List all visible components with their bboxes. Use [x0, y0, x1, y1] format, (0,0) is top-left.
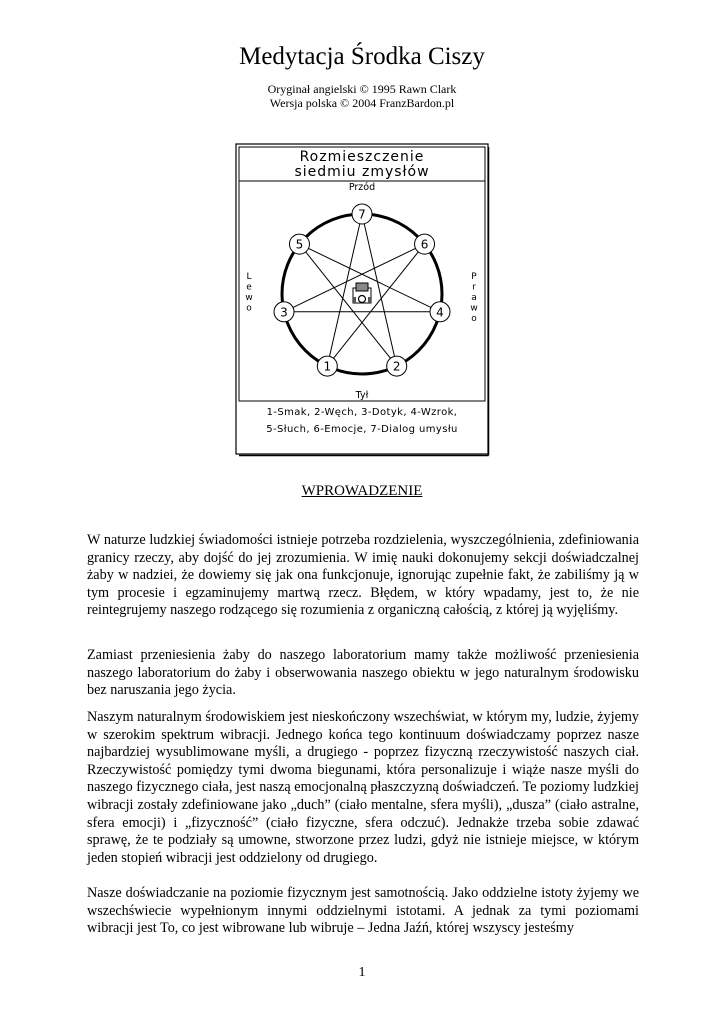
paragraph-3: Naszym naturalnym środowiskiem jest nieskończony wszechświat, w którym my, ludzie, żyjemy w szerokim spektrum wibracji. Jednego końca tego kontinuum doświadczamy poprzez nasze najbardziej wysublimowane myśli, a drugiego - poprzez fizyczną rzeczywistość naszych ciał. Rzeczywistość pomiędzy tymi dwoma biegunami, która personalizuje i wiąże nasze myśli do naszego fizycznego ciała, jest naszą emocjonalną płaszczyzną doświadczeń. Te poziomy ludzkiej wibracji zostały zdefiniowane jako „duch” (ciało mentalne, sfera myśli), „dusza” (ciało astralne, sfera emocji) i „fizyczność” (ciało fizyczne, sfera odczuć). Jednakże trzeba sobie zdawać sprawę, że te podziały są umowne, stworzone przez ludzi, gdyż nie istnieje miejsce, w którym jeden stopień wibracji jest oddzielony od drugiego. — [87, 709, 639, 866]
sense-node-2 — [387, 356, 407, 376]
section-heading: WPROWADZENIE — [301, 483, 423, 499]
left-label — [245, 272, 252, 314]
diagram-caption-line-2: 5-Słuch, 6-Emocje, 7-Dialog umysłu — [266, 424, 458, 435]
sense-node-5 — [289, 234, 309, 254]
seven-senses-diagram — [232, 141, 492, 459]
sense-node-6 — [415, 234, 435, 254]
right-letters-letter: w — [470, 303, 478, 314]
paragraph-2: Zamiast przeniesienia żaby do naszego laboratorium mamy także możliwość przeniesienia naszego laboratorium do żaby i obserwowania naszego obiektu w jego naturalnym środowisku bez naruszania jego życia. — [87, 647, 639, 699]
head-icon — [353, 283, 371, 303]
left-letters-letter: o — [246, 303, 252, 314]
diagram-title-line-2: siedmiu zmysłów — [294, 164, 430, 180]
sense-node-label: 5 — [295, 237, 304, 252]
document-title: Medytacja Środka Ciszy — [239, 43, 485, 70]
paragraph-1: W naturze ludzkiej świadomości istnieje potrzeba rozdzielenia, wyszczególnienia, zdefiniowania granicy rzeczy, aby dojść do jej zrozumienia. W imię nauki dokonujemy sekcji doświadczalnej żaby w nadziei, że dowiemy się jak ona funkcjonuje, ignorując zupełnie fakt, że zabiliśmy ją w tym procesie i egzaminujemy martwą rzecz. Błędem, w który wpadamy, jest to, że nie reintegrujemy naszego rodzącego się rozumienia z organiczną całością, z której ją wyjęliśmy. — [87, 532, 639, 619]
left-letters-letter: L — [246, 272, 252, 282]
sense-node-7 — [352, 204, 372, 224]
page-number: 1 — [358, 965, 366, 980]
diagram-svg — [232, 141, 492, 459]
right-letters-letter: o — [471, 314, 477, 324]
left-letters-letter: w — [245, 293, 253, 303]
sense-node-4 — [430, 302, 450, 322]
diagram-title-line-1: Rozmieszczenie — [299, 149, 425, 165]
diagram-caption-line-1: 1-Smak, 2-Węch, 3-Dotyk, 4-Wzrok, — [266, 407, 458, 418]
sense-node-label: 1 — [323, 359, 332, 374]
original-credit: Oryginał angielski © 1995 Rawn Clark — [267, 82, 457, 96]
translation-credit: Wersja polska © 2004 FranzBardon.pl — [269, 96, 455, 110]
sense-node-label: 7 — [358, 207, 366, 222]
right-label — [470, 272, 477, 324]
sense-node-label: 3 — [280, 305, 288, 320]
left-letters-letter: e — [246, 282, 252, 293]
back-label: Tył — [355, 390, 369, 401]
sense-node-1 — [317, 356, 337, 376]
sense-node-label: 2 — [392, 359, 401, 374]
sense-node-label: 6 — [420, 237, 429, 252]
sense-node-3 — [274, 302, 294, 322]
right-letters-letter: r — [472, 282, 476, 293]
sense-node-label: 4 — [436, 305, 444, 320]
paragraph-4: Nasze doświadczanie na poziomie fizycznym jest samotnością. Jako oddzielne istoty żyjemy we wszechświecie wypełnionym innymi oddzielnymi istotami. A jednak za tymi poziomami wibracji jest To, co jest wibrowane lub wibruje – Jedna Jaźń, której wszyscy jesteśmy — [87, 885, 639, 937]
right-letters-letter: a — [471, 293, 477, 303]
front-label: Przód — [348, 182, 376, 193]
right-letters-letter: P — [471, 272, 477, 282]
